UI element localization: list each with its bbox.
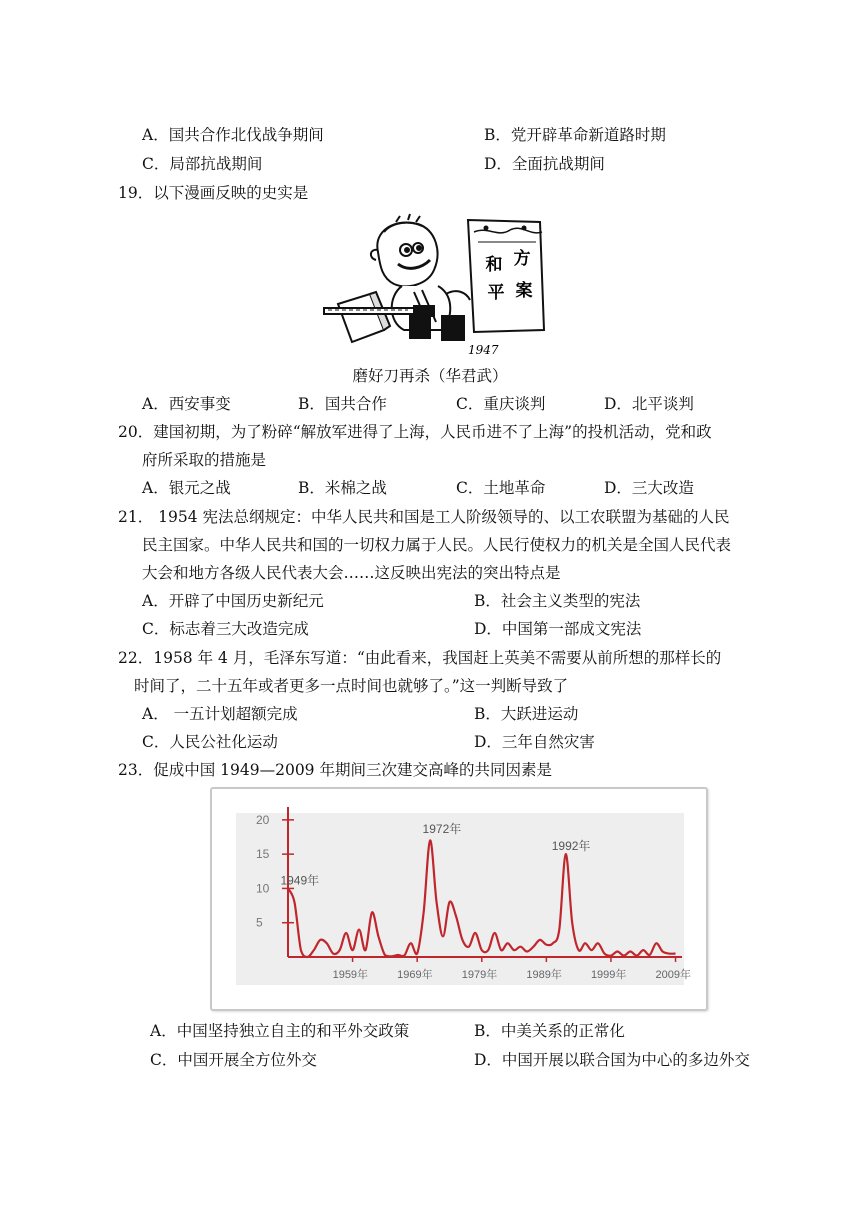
q23-option-a: A．中国坚持独立自主的和平外交政策 bbox=[150, 1022, 410, 1040]
plot-background bbox=[236, 813, 684, 985]
cartoon-caption: 磨好刀再杀（华君武） bbox=[352, 367, 508, 385]
q21-option-b: B．社会主义类型的宪法 bbox=[474, 592, 641, 610]
peace-plan-sign bbox=[468, 220, 544, 332]
diplomatic-relations-chart bbox=[210, 787, 708, 1011]
q23-option-c: C．中国开展全方位外交 bbox=[150, 1051, 317, 1069]
q18-option-c: C．局部抗战期间 bbox=[142, 155, 263, 173]
q22-option-d: D．三年自然灾害 bbox=[474, 733, 595, 751]
sign-char-3: 平 bbox=[487, 283, 505, 303]
q18-option-a: A．国共合作北伐战争期间 bbox=[142, 126, 324, 144]
q20-option-b: B．米棉之战 bbox=[298, 479, 387, 497]
chart-svg bbox=[212, 789, 706, 1009]
q20-option-d: D．三大改造 bbox=[604, 479, 694, 497]
q22-stem-line-2: 时间了，二十五年或者更多一点时间也就够了。”这一判断导致了 bbox=[134, 677, 569, 695]
q21-option-a: A．开辟了中国历史新纪元 bbox=[142, 592, 324, 610]
q20-stem-line-2: 府所采取的措施是 bbox=[142, 451, 267, 469]
peak-annotation: 1972年 bbox=[422, 822, 462, 836]
q23-option-b: B．中美关系的正常化 bbox=[474, 1022, 625, 1040]
q20-option-c: C．土地革命 bbox=[456, 479, 546, 497]
y-tick-label: 15 bbox=[256, 847, 270, 862]
q21-stem-line-2: 民主国家。中华人民共和国的一切权力属于人民。人民行使权力的机关是全国人民代表 bbox=[142, 536, 732, 554]
q19-option-b: B．国共合作 bbox=[298, 395, 387, 413]
q20-option-a: A．银元之战 bbox=[142, 479, 231, 497]
q19-stem: 19．以下漫画反映的史实是 bbox=[118, 184, 309, 202]
peak-annotation: 1992年 bbox=[551, 839, 591, 854]
x-tick-label: 1969年 bbox=[397, 969, 433, 981]
y-tick-label: 5 bbox=[256, 915, 263, 930]
q21-stem-line-1: 21． 1954 宪法总纲规定：中华人民共和国是工人阶级领导的、以工农联盟为基础的人民 bbox=[118, 508, 730, 526]
q19-option-c: C．重庆谈判 bbox=[456, 395, 546, 413]
q18-option-b: B．党开辟革命新道路时期 bbox=[484, 126, 666, 144]
q22-stem-line-1: 22．1958 年 4 月，毛泽东写道：“由此看来，我国赶上英美不需要从前所想的那样长的 bbox=[118, 649, 722, 667]
cartoon-image bbox=[318, 212, 556, 360]
x-tick-label: 2009年 bbox=[655, 969, 692, 981]
q21-option-c: C．标志着三大改造完成 bbox=[142, 620, 309, 638]
q23-option-d: D．中国开展以联合国为中心的多边外交 bbox=[474, 1051, 750, 1069]
y-tick-label: 10 bbox=[256, 881, 270, 896]
q19-option-a: A．西安事变 bbox=[142, 395, 231, 413]
q22-option-b: B．大跃进运动 bbox=[474, 705, 579, 723]
q18-option-d: D．全面抗战期间 bbox=[484, 155, 605, 173]
x-tick-label: 1999年 bbox=[590, 969, 627, 981]
y-tick-label: 20 bbox=[256, 812, 270, 827]
q22-option-a: A． 一五计划超额完成 bbox=[142, 705, 298, 723]
peak-annotation: 1949年 bbox=[280, 873, 320, 888]
sign-char-2: 方 bbox=[513, 249, 531, 269]
q20-stem-line-1: 20．建国初期，为了粉碎“解放军进得了上海，人民币进不了上海”的投机活动，党和政 bbox=[118, 423, 712, 441]
x-tick-label: 1959年 bbox=[332, 969, 369, 981]
x-tick-label: 1989年 bbox=[526, 969, 562, 981]
q23-stem: 23．促成中国 1949—2009 年期间三次建交高峰的共同因素是 bbox=[118, 761, 552, 779]
q19-option-d: D．北平谈判 bbox=[604, 395, 694, 413]
cartoon-year: 1947 bbox=[468, 343, 499, 357]
q21-option-d: D．中国第一部成文宪法 bbox=[474, 620, 642, 638]
q21-stem-line-3: 大会和地方各级人民代表大会……这反映出宪法的突出特点是 bbox=[142, 564, 561, 582]
q22-option-c: C．人民公社化运动 bbox=[142, 733, 278, 751]
sign-char-4: 案 bbox=[515, 281, 533, 301]
sign-char-1: 和 bbox=[485, 255, 503, 275]
x-tick-label: 1979年 bbox=[461, 969, 498, 981]
